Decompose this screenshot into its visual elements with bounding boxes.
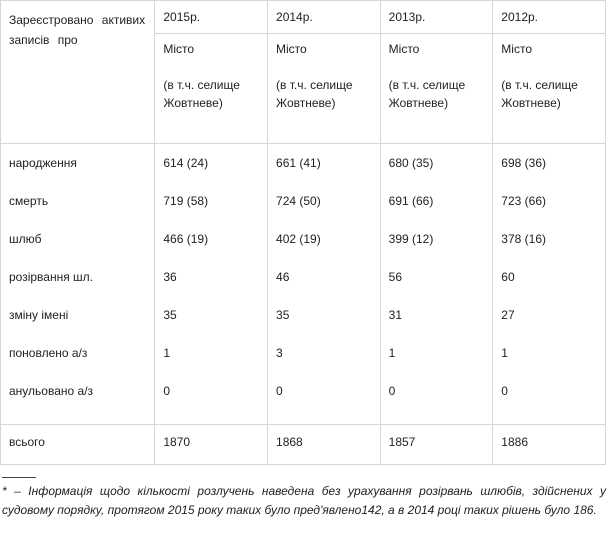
table-cell: 698 (36) <box>501 156 546 170</box>
subheader-note: (в т.ч. селище <box>388 78 466 92</box>
subheader-cell <box>493 34 606 144</box>
table-cell: 0 <box>163 384 171 398</box>
table-cell: 661 (41) <box>276 156 321 170</box>
values-cell-2015 <box>155 144 268 425</box>
subheader-note: (в т.ч. селище <box>501 78 578 92</box>
subheader-cell <box>155 34 268 144</box>
table-cell: 402 (19) <box>276 232 321 246</box>
subheader-note: (в т.ч. селище <box>163 78 240 92</box>
table-cell: 3 <box>276 346 283 360</box>
data-block <box>1 144 606 425</box>
row-label: поновлено а/з <box>9 346 88 360</box>
table-cell: 46 <box>276 270 290 284</box>
year-header <box>380 1 493 34</box>
row-label: анульовано а/з <box>9 384 94 398</box>
table-cell: 466 (19) <box>163 232 209 246</box>
subheader-settlement: Жовтневе) <box>276 96 336 110</box>
header-label-cell <box>1 1 155 144</box>
total-value: 1868 <box>268 425 381 465</box>
total-value: 1870 <box>155 425 268 465</box>
table-cell: 1 <box>163 346 171 360</box>
table-cell: 1 <box>388 346 396 360</box>
year-label: 2013р. <box>388 10 426 24</box>
table-cell: 614 (24) <box>163 156 209 170</box>
total-row <box>1 425 606 465</box>
table-cell: 691 (66) <box>388 194 434 208</box>
row-label: смерть <box>9 194 49 208</box>
subheader-cell <box>380 34 493 144</box>
row-label: зміну імені <box>9 308 69 322</box>
subheader-cell <box>268 34 381 144</box>
subheader-city: Місто <box>501 42 532 56</box>
table-cell: 680 (35) <box>388 156 434 170</box>
header-row <box>1 1 606 34</box>
footnote-text: * – Інформація щодо кількості розлучень наведена без урахування розірвань шлюбів, здійснених у судовому порядку, протягом 2015 року таких було пред'явлено142, а в 2014 році таких рішень було 186. <box>2 484 606 517</box>
values-cell-2012 <box>493 144 606 425</box>
year-label: 2014р. <box>276 10 313 24</box>
subheader-city: Місто <box>388 42 420 56</box>
table-cell: 1 <box>501 346 508 360</box>
table-cell: 378 (16) <box>501 232 546 246</box>
table-cell: 0 <box>276 384 283 398</box>
subheader-settlement: Жовтневе) <box>388 96 449 110</box>
total-value: 1886 <box>493 425 606 465</box>
table-cell: 27 <box>501 308 515 322</box>
table-cell: 60 <box>501 270 515 284</box>
row-label: розірвання шл. <box>9 270 94 284</box>
total-value: 1857 <box>380 425 493 465</box>
table-cell: 35 <box>276 308 290 322</box>
table-cell: 31 <box>388 308 403 322</box>
table-cell: 0 <box>388 384 396 398</box>
values-cell-2014 <box>268 144 381 425</box>
table-cell: 0 <box>501 384 508 398</box>
row-label: народження <box>9 156 77 170</box>
subheader-settlement: Жовтневе) <box>163 96 223 110</box>
subheader-city: Місто <box>163 42 195 56</box>
subheader-note: (в т.ч. селище <box>276 78 353 92</box>
subheader-city: Місто <box>276 42 307 56</box>
table-cell: 36 <box>163 270 177 284</box>
table-cell: 719 (58) <box>163 194 209 208</box>
table-cell: 399 (12) <box>388 232 434 246</box>
year-header <box>493 1 606 34</box>
table-cell: 56 <box>388 270 403 284</box>
header-label: Зареєстровано активих записів про <box>9 13 146 47</box>
table-cell: 35 <box>163 308 177 322</box>
total-label: всього <box>1 425 155 465</box>
table-cell: 723 (66) <box>501 194 546 208</box>
year-header <box>268 1 381 34</box>
values-cell-2013 <box>380 144 493 425</box>
year-header <box>155 1 268 34</box>
year-label: 2012р. <box>501 10 538 24</box>
row-label: шлюб <box>9 232 42 246</box>
row-labels-cell <box>1 144 155 425</box>
year-label: 2015р. <box>163 10 201 24</box>
table-cell: 724 (50) <box>276 194 321 208</box>
footnote-divider <box>2 477 36 478</box>
subheader-settlement: Жовтневе) <box>501 96 561 110</box>
